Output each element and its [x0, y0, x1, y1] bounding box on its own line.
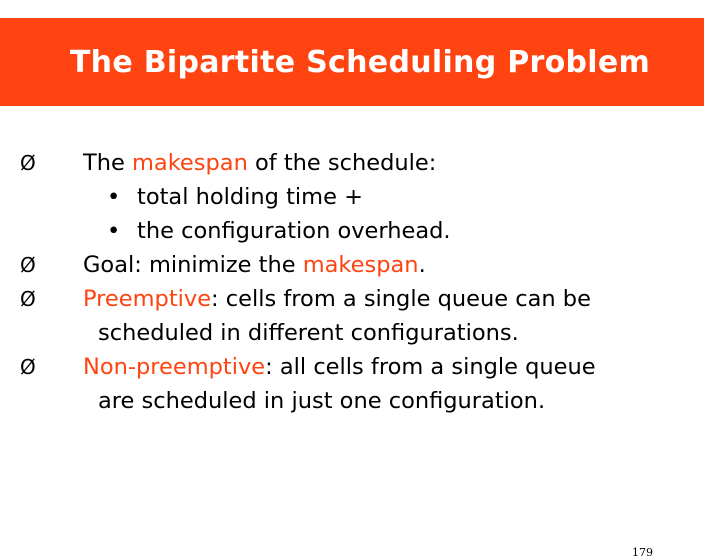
sub-bullet-text: total holding time +: [137, 184, 363, 210]
highlight-preemptive: Preemptive: [83, 286, 212, 312]
highlight-non-preemptive: Non-preemptive: [83, 354, 266, 380]
bullet-text: [83, 350, 596, 384]
bullet-non-preemptive-continued: [20, 384, 700, 418]
dot-bullet-icon: •: [107, 218, 121, 244]
bullet-text-post: of the schedule:: [247, 150, 437, 176]
bullet-text-pre: Goal: minimize the: [83, 252, 303, 278]
sub-bullet-overhead: [20, 214, 700, 248]
bullet-preemptive: [20, 282, 700, 316]
bullet-text-post: : cells from a single queue can be: [211, 286, 591, 312]
bullet-non-preemptive: [20, 350, 700, 384]
bullet-text-post: .: [418, 252, 426, 278]
sub-bullet-text: the configuration overhead.: [137, 218, 451, 244]
dot-bullet-icon: •: [107, 184, 121, 210]
page-number: 179: [632, 546, 653, 559]
bullet-text: [83, 146, 436, 180]
arrow-bullet-icon: Ø: [20, 151, 36, 175]
bullet-makespan: [20, 146, 700, 180]
highlight-makespan: makespan: [132, 150, 248, 176]
title-bar: [0, 18, 704, 106]
bullet-text-post: : all cells from a single queue: [265, 354, 596, 380]
bullet-text-pre: The: [83, 150, 132, 176]
bullet-goal: [20, 248, 700, 282]
arrow-bullet-icon: Ø: [20, 355, 36, 379]
highlight-makespan: makespan: [302, 252, 419, 278]
sub-bullet-holding-time: [20, 180, 700, 214]
bullet-list: [20, 146, 700, 418]
bullet-continuation-text: scheduled in different configurations.: [98, 320, 519, 346]
arrow-bullet-icon: Ø: [20, 287, 36, 311]
bullet-text: [83, 282, 591, 316]
bullet-preemptive-continued: [20, 316, 700, 350]
slide-title: The Bipartite Scheduling Problem: [69, 44, 651, 80]
bullet-continuation-text: are scheduled in just one configuration.: [98, 388, 546, 414]
arrow-bullet-icon: Ø: [20, 253, 36, 277]
bullet-text: [83, 248, 426, 282]
